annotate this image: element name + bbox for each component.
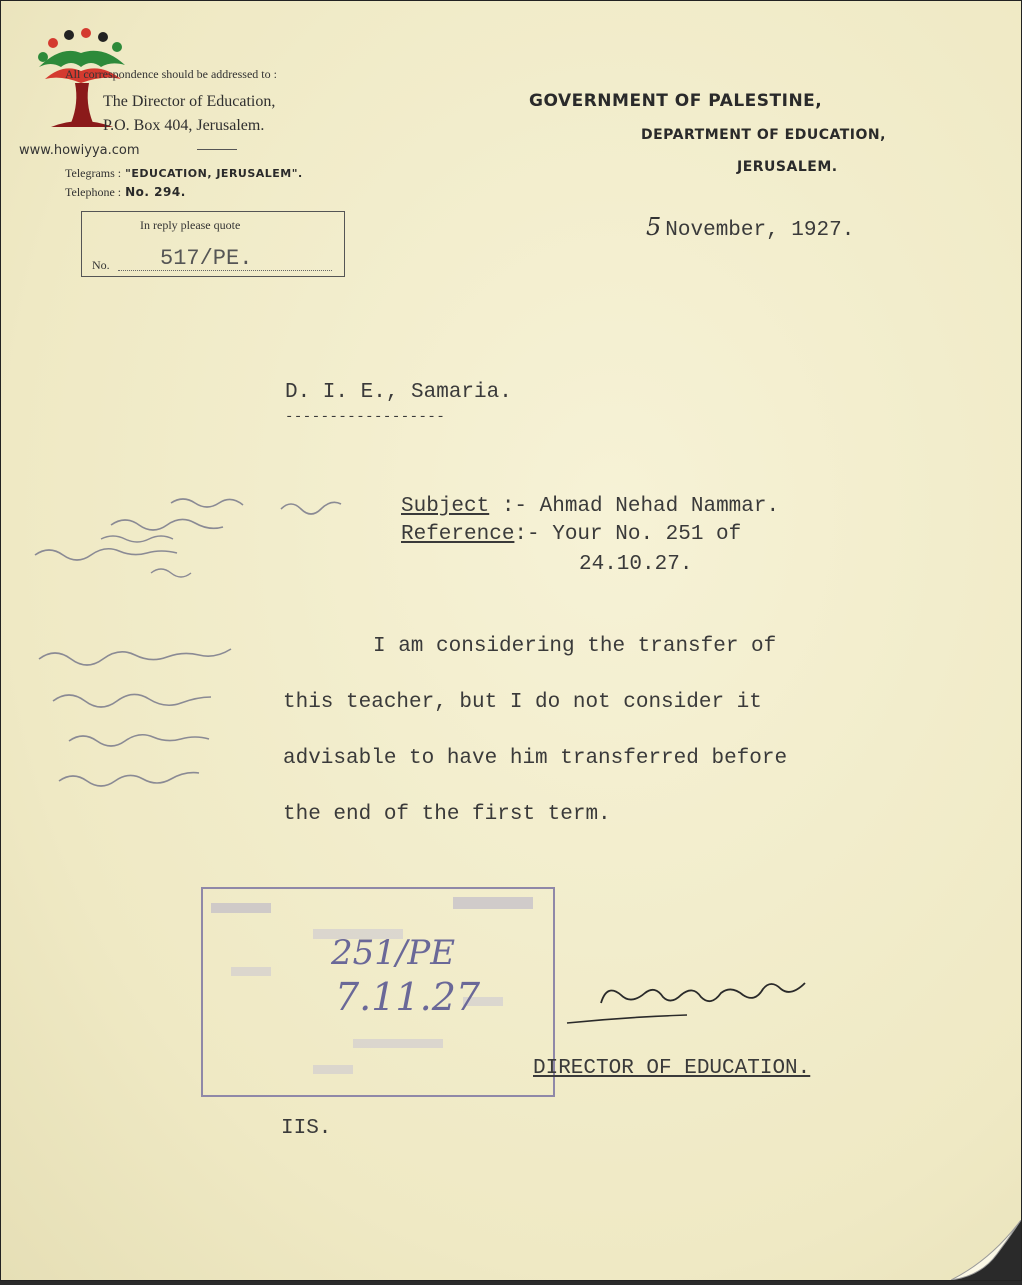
handwritten-note-bottom [29, 631, 279, 811]
telephone-label: Telephone : [65, 185, 122, 199]
address-line-1: The Director of Education, [103, 93, 276, 110]
address-line-2: P.O. Box 404, Jerusalem. [103, 117, 265, 134]
date-rest: November, 1927. [665, 219, 855, 242]
reply-heading: In reply please quote [140, 218, 241, 232]
department-heading: DEPARTMENT OF EDUCATION, [641, 127, 886, 143]
reply-quote-box [81, 211, 345, 277]
reference-label: Reference [401, 523, 515, 546]
subject-line [401, 495, 779, 518]
telegrams-label: Telegrams : [65, 166, 122, 180]
addressee-underline: ------------------ [285, 409, 446, 425]
body-line-2: this teacher, but I do not consider it [283, 691, 762, 714]
letter-date [646, 213, 854, 242]
stamp-ref-number: 251/PE [331, 933, 456, 973]
subject-label: Subject [401, 495, 490, 518]
reference-line [401, 523, 741, 546]
addressee-line: D. I. E., Samaria. [285, 381, 512, 404]
signature-title: DIRECTOR OF EDUCATION. [533, 1057, 811, 1080]
correspondence-note: All correspondence should be addressed to : [65, 67, 277, 81]
stamp-received-date: 7.11.27 [335, 975, 481, 1019]
body-line-3: advisable to have him transferred before [283, 747, 788, 770]
address-divider [197, 149, 237, 150]
reference-date: 24.10.27. [579, 553, 693, 576]
telephone-line [65, 183, 186, 201]
handwritten-note-top [31, 489, 351, 599]
received-stamp [201, 887, 555, 1097]
date-day: 5 [646, 213, 662, 241]
city-heading: JERUSALEM. [737, 159, 838, 175]
reply-no-value: 517/PE. [160, 246, 253, 271]
telephone-value: No. 294. [125, 185, 186, 199]
subject-value: :- Ahmad Nehad Nammar. [501, 495, 780, 518]
body-line-1: I am considering the transfer of [373, 635, 777, 658]
reference-value: :- Your No. 251 of [514, 523, 742, 546]
telegrams-value: "EDUCATION, JERUSALEM". [125, 167, 303, 180]
telegrams-line [65, 164, 303, 182]
director-signature [561, 975, 881, 1035]
page-curl [951, 1220, 1021, 1280]
logo-site-label: www.howiyya.com [19, 143, 140, 158]
body-line-4: the end of the first term. [283, 803, 611, 826]
typist-initials: IIS. [281, 1117, 332, 1140]
government-heading: GOVERNMENT OF PALESTINE, [529, 91, 823, 111]
reply-no-label: No. [92, 258, 110, 272]
